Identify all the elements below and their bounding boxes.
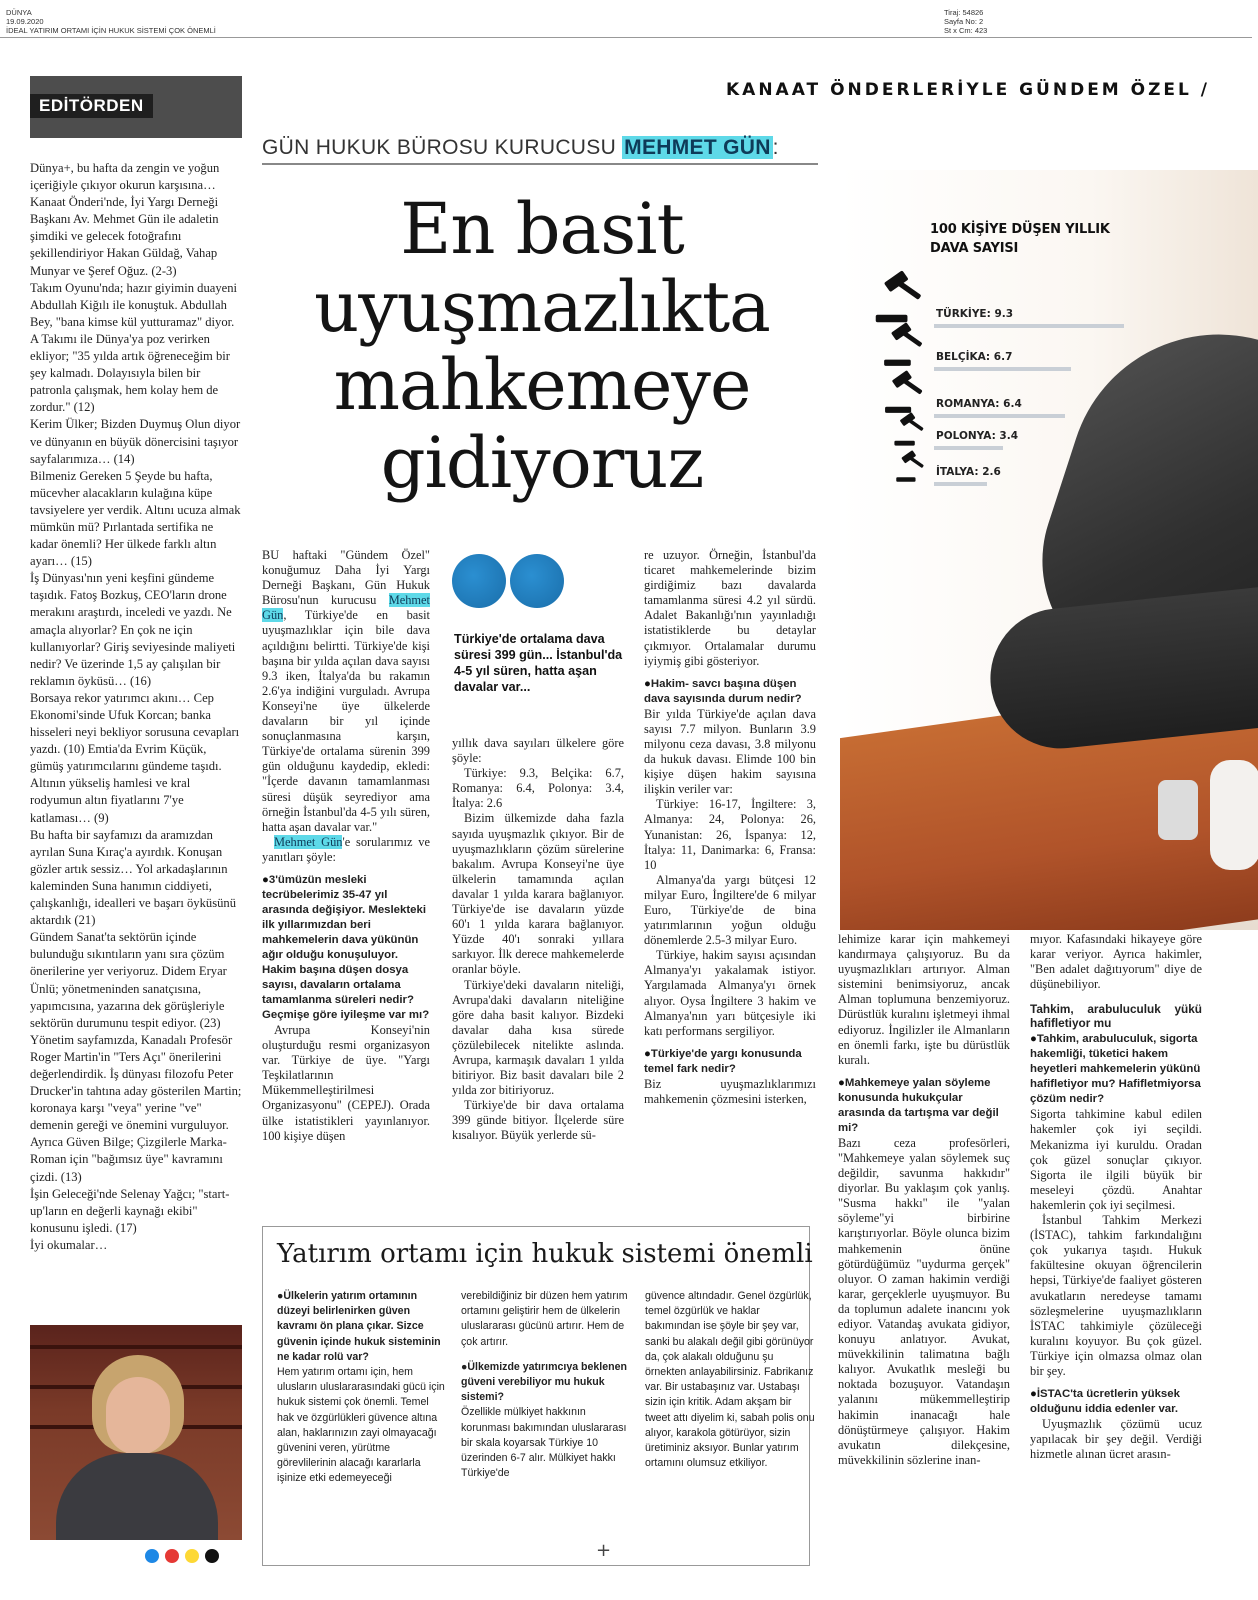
- header-rule: [0, 37, 1252, 38]
- registration-dot: [145, 1549, 159, 1563]
- editor-portrait-photo: [30, 1325, 242, 1540]
- gavel-icon: [872, 270, 928, 326]
- meta-column-cm: St x Cm: 423: [944, 26, 988, 35]
- crop-mark-icon: +: [596, 1540, 612, 1561]
- infographic-bar: [934, 414, 1065, 418]
- meta-article-title: İDEAL YATIRIM ORTAMI İÇİN HUKUK SİSTEMİ ÇOK ÖNEMLİ: [6, 26, 216, 35]
- headline-line: En basit: [400, 188, 684, 270]
- quote-bubble: [510, 554, 564, 608]
- answer: Biz uyuşmazlıklarımızı mahkemenin çözmesini isterken,: [644, 1076, 816, 1106]
- paragraph: lehimize karar için mahkemeyi kandırmaya çalışıyoruz. Bu da uyuşmazlıkları artırıyor. Alman sistemini benimsiyoruz, ancak Alman toplumuna benzemiyoruz. Dürüstlük kuralını işletmeyi ihmal ediyoruz. İngilizler ile Almanların en önemli farkı, işte bu dürüstlük kuralı.: [838, 932, 1010, 1067]
- paragraph-text: 'e sorularımız ve yanıtları şöyle:: [262, 834, 430, 864]
- infographic-row: [882, 370, 1022, 416]
- sidebar-box-column-3: [645, 1289, 815, 1471]
- paragraph: Türkiye: 9.3, Belçika: 6.7, Romanya: 6.4, Polonya: 3.4, İtalya: 2.6: [452, 766, 624, 811]
- answer: Bazı ceza profesörleri, "Mahkemeye yalan söylemek suç değildir, savunma hakkıdır" diyorlar. Bu yaklaşım çok yanlış. "Susma hakkı" ile "yalan söyleme"yi birbirine karıştırıyorlar. Böyle olunca bizim mahkemenin önüne götürdüğümüz "uydurma gerçek" oluyor. O zaman hakimin verdiği karar, gerçeklerle uyuşmuyor. Bu da toplumun adalete inancını yok ediyor. Vatandaş avukata gidiyor, konuyu anlatıyor. Avukat, müvekkilinin talimatına bağlı kalıyor. Avukatlık mesleği bu noktada bozuşuyor. Vatandaşın yalanını mükemmelleştirip hakimin inanacağı hale dönüştürmeye çalışıyor. Hakim avukatın dilekçesine, müvekkilinin sözlerine inan-: [838, 1135, 1010, 1467]
- box-answer: verebildiğiniz bir düzen hem yatırım ortamını geliştirir hem de ülkelerin uluslararası gücünü artırır. Hem de çok artırır.: [461, 1290, 628, 1348]
- editor-paragraph: Yönetim sayfamızda, Kanadalı Profesör Roger Martin'in "Ters Açı" önerilerini değerlendirdik. İş dünyası filozofu Peter Drucker'in tahtına aday gösterilen Martin; koronaya karşı "veya" yerine "ve" demenin gereği ve önemini vurguluyor. Ayrıca Güven Bilge; Çizgilerle Marka-Roman için "bağımsız üye" kavramını çizdi. (13): [30, 1032, 242, 1184]
- headline-line: uyuşmazlıkta: [314, 266, 770, 348]
- infographic-row: [872, 270, 1014, 326]
- page-meta-left: [6, 8, 216, 35]
- kicker-suffix: :: [772, 136, 779, 159]
- paragraph: yıllık dava sayıları ülkelere göre şöyle:: [452, 736, 624, 766]
- meta-date: 19.09.2020: [6, 17, 44, 26]
- pull-quote: Türkiye'de ortalama dava süresi 399 gün... İstanbul'da 4-5 yıl süren, hatta aşan davalar var...: [454, 632, 623, 694]
- headline-line: gidiyoruz: [380, 422, 704, 504]
- article-column-2: [452, 736, 624, 1144]
- kicker-rule: [262, 163, 818, 165]
- answer: Sigorta tahkimine kabul edilen hakemler çok iyi seçildi. Mekanizma iyi kuruldu. Oradan çok güzel sonuçlar çıkıyor. Sigorta ile ilgili büyük bir meseleyi çözdü. Anahtar hakemlerin çok iyi seçilmesi.: [1030, 1107, 1202, 1212]
- paragraph: re uzuyor. Örneğin, İstanbul'da ticaret mahkemelerinde bizim girdiğimiz bazı davalarda tamamlanma süresi 4.2 yıl sürdü. Adalet Bakanlığı'nın yayınladığı istatistiklerde bu detaylar çıkmıyor. Ortalamalar durumu iyiymiş gibi gösteriyor.: [644, 548, 816, 668]
- meta-page-number: Sayfa No: 2: [944, 17, 984, 26]
- paragraph: Bizim ülkemizde daha fazla sayıda uyuşmazlık çıkıyor. Bir de uyuşmazlıkların çözüm sürelerine bakalım. Avrupa Konseyi'ne üye ülkelerin tamamında açılan davalar 1 yılda karara bağlanıyor. Türkiye'de ise davaların yüzde 60'ı 1 yılda karara bağlanıyor. Yüzde 40'ı sonraki yıllara sarkıyor. İlk derece mahkemelerde oranlar böyle.: [452, 811, 624, 977]
- editor-paragraph: Kerim Ülker; Bizden Duymuş Olun diyor ve dünyanın en büyük dönercisini taşıyor sayfalarımıza… (14): [30, 417, 241, 466]
- article-column-1: [262, 548, 430, 1144]
- intro-text: BU haftaki "Gündem Özel" konuğumuz Daha İyi Yargı Derneği Başkanı, Gün Hukuk Bürosu'nun kurucusu: [262, 548, 430, 608]
- editor-paragraph: Gündem Sanat'ta sektörün içinde bulunduğu sıkıntıların yanı sıra çözüm önerilerine yer veriyoruz. Didem Eryar Ünlü; yönetmeninden sanatçısına, yapımcısına, yazarına dek görüşleriyle sektörün durumunu tespit ediyor. (23): [30, 930, 227, 1030]
- headline-line: mahkemeye: [333, 344, 751, 426]
- infographic-bar: [934, 324, 1124, 328]
- article-column-4: [838, 932, 1010, 1468]
- interviewee-name: Mehmet Gün: [274, 834, 343, 849]
- paragraph: mıyor. Kafasındaki hikayeye göre karar veriyor. Ayrıca hakimler, "Ben adalet dağıtıyorum" diye de düşünebiliyor.: [1030, 932, 1202, 992]
- gavel-icon: [894, 450, 928, 484]
- editor-paragraph: Bu hafta bir sayfamızı da aramızdan ayrılan Suna Kıraç'a ayırdık. Konuşan gözler artık sessiz… Yol arkadaşlarının kaleminden Suna hanımın ciddiyeti, çalışkanlığı, idealleri ve başarı öyküsünü aktardık (21): [30, 827, 236, 928]
- paragraph: Türkiye, hakim sayısı açısından Almanya'yı yakalamak istiyor. Yargılamada Almanya'yı örnek alıyor. Oysa İngiltere 3 hakim ve Almanya'nın yarı bütçesiyle iki katı performans sergiliyor.: [644, 948, 816, 1038]
- paragraph: Türkiye: 16-17, İngiltere: 3, Almanya: 24, Polonya: 26, Yunanistan: 26, İspanya: 12, İtalya: 11, Danimarka: 6, Fransa: 10: [644, 797, 816, 872]
- answer: Avrupa Konseyi'nin oluşturduğu resmi organizasyon var. Türkiye de üye. "Yargı Teşkilatlarının Mükemmelleştirilmesi Organizasyonu" (CEPEJ). Orada ülke istatistikleri yayınlanıyor. 100 kişiye düşen: [262, 1022, 430, 1143]
- infographic-label: ROMANYA: 6.4: [936, 398, 1022, 410]
- editor-paragraph: İyi okumalar…: [30, 1237, 108, 1252]
- infographic-label: BELÇİKA: 6.7: [936, 351, 1013, 363]
- registration-dot: [165, 1549, 179, 1563]
- portrait-body: [56, 1453, 218, 1540]
- gavel-icon: [892, 412, 928, 448]
- infographic-label: POLONYA: 3.4: [936, 430, 1019, 442]
- infographic-label: İTALYA: 2.6: [936, 466, 1001, 478]
- article-kicker: [262, 136, 822, 160]
- infographic-row: [892, 412, 1019, 448]
- box-answer: Hem yatırım ortamı için, hem ulusların uluslararasındaki gücü için hukuk sistemi çok önemli. Temel hak ve özgürlükleri güvence altına alan, haklarınızın zayi olmayacağı güvenini veren, yürütme görevlilerinin alacağı kararlarla işinize etki edemeyeceği: [277, 1366, 445, 1485]
- quote-bubble: [452, 554, 506, 608]
- infographic-row: [881, 322, 1013, 369]
- sidebar-box: [262, 1226, 815, 1566]
- sidebar-box-title: Yatırım ortamı için hukuk sistemi önemli: [277, 1239, 813, 1269]
- intro-text: , Türkiye'de en basit uyuşmazlıklar için bile dava açıldığını belirtti. Türkiye'de kişi başına bir yılda açılan dava sayısı 9.3 iken, İtalya'da bu rakamın 2.6'ya indiğini vurguladı. Avrupa Konseyi'ne üye ülkelerde davaların bir yıl içinde sonuçlanmasına karşın, Türkiye'de ortalama sürenin 399 gün olduğunu kaydedip, ekledi: "İçerde davanın tamamlanması süresi düşük seyrediyor ama örneğin İstanbul'da 4-5 yılı süren, hatta aşan davalar var.": [262, 608, 430, 834]
- editor-paragraph: Bilmeniz Gereken 5 Şeyde bu hafta, mücevher alacakların kulağına küpe tavsiyelere yer verdik. Altını ucuza almak mümkün mü? Pırlantada sertifika ne kadar önemli? Her ülkede farklı altın ayarı… (15): [30, 468, 241, 569]
- meta-circulation: Tiraj: 54826: [944, 8, 984, 17]
- question: ● 3'ümüzün mesleki tecrübelerimiz 35-47 yıl arasında değişiyor. Meslekteki ilk yıllarımızdan beri mahkemelerin dava yükünün ağır olduğu konuşuluyor. Hakim başına düşen dosya sayısı, davaların ortalama tamamlanma süreleri nedir? Geçmişe göre iyileşme var mı?: [262, 873, 430, 1023]
- article-column-5: [1030, 932, 1202, 1462]
- gavel-icon: [881, 322, 928, 369]
- infographic-title: 100 KİŞİYE DÜŞEN YILLIK DAVA SAYISI: [930, 222, 1110, 256]
- sidebar-box-column-2: [461, 1289, 631, 1481]
- intro-name: Mehmet Gün: [262, 593, 430, 623]
- registration-dot: [205, 1549, 219, 1563]
- infographic-bar: [934, 482, 987, 486]
- paragraph: [262, 835, 430, 865]
- answer: Uyuşmazlık çözümü ucuz yapılacak bir şey değil. Verdiği hizmetle alınan ücret arasın-: [1030, 1417, 1202, 1462]
- portrait-face: [106, 1377, 170, 1455]
- editor-column: [30, 160, 242, 1254]
- question: ● Tahkim, arabuluculuk, sigorta hakemliği, tüketici hakem heyetleri mahkemelerin yükünü hafifletiyor mu? Hafifletmiyorsa çözüm nedir?: [1030, 1032, 1202, 1107]
- kicker-prefix: GÜN HUKUK BÜROSU KURUCUSU: [262, 136, 623, 159]
- photo-shirt-cuff: [1210, 760, 1258, 870]
- print-color-registration-marks: [145, 1549, 219, 1563]
- photo-gavel: [1158, 780, 1198, 840]
- bookshelf: [30, 1345, 242, 1349]
- editor-paragraph: Borsaya rekor yatırımcı akını… Cep Ekonomi'sinde Ufuk Korcan; banka hisseleri neyi bekliyor sorusuna cevapları yazdı. (10) Emtia'da Evrim Küçük, gümüş yatırımcılarını gündeme taşıdı. Altının yükseliş hamlesi ve kral rodyumun altın fiyatlarını 7'ye katlaması… (9): [30, 690, 240, 825]
- infographic-row: [894, 450, 1001, 484]
- question: ● Hakim- savcı başına düşen dava sayısında durum nedir?: [644, 677, 816, 707]
- sidebar-box-column-1: [277, 1289, 447, 1487]
- infographic-bar: [934, 367, 1071, 371]
- article-column-3: [644, 548, 816, 1107]
- box-answer: güvence altındadır. Genel özgürlük, temel özgürlük ve haklar bakımından ise şöyle bir şey var, sanki bu alakalı değil gibi görünüyor da, çok alakalı olduğunu şu örnekten anlayabilirsiniz. Fabrikanız var. Bir ustabaşınız var. Ustabaşı sizin için kritik. Adam akşam bir tweet attı diyelim ki, sabah polis onu alıyor, karakola götürüyor, sizin üretiminiz aksıyor. Bunlar yatırım ortamını olumsuz etkiliyor.: [645, 1290, 815, 1470]
- editor-paragraph: İşin Geleceği'nde Selenay Yağcı; "start-up'ların en değerli kaynağı ekibi" konusunu işledi. (17): [30, 1186, 230, 1235]
- gavel-icon: [882, 370, 928, 416]
- editor-paragraph: Dünya+, bu hafta da zengin ve yoğun içeriğiyle çıkıyor okurun karşısına… Kanaat Önderi'nde, İyi Yargı Derneği Başkanı Av. Mehmet Gün ile adaletin şimdiki ve gelecek fotoğrafını şekillendiriyor Hakan Güldağ, Vahap Munyar ve Şeref Oğuz. (2-3): [30, 161, 220, 278]
- intro-paragraph: [262, 548, 430, 835]
- question: ● Türkiye'de yargı konusunda temel fark nedir?: [644, 1047, 816, 1077]
- subheading: Tahkim, arabuluculuk yükü hafifletiyor mu: [1030, 1002, 1202, 1031]
- kicker-name: MEHMET GÜN: [624, 136, 771, 159]
- article-headline: [262, 190, 822, 502]
- editor-header-label: EDİTÖRDEN: [30, 94, 153, 118]
- quote-mark-icon: [452, 548, 572, 618]
- answer: Bir yılda Türkiye'de açılan dava sayısı 7.7 milyon. Bunların 3.9 milyonu ceza davası, 3.8 milyonu da hukuk davası. Elimde 100 bin kişiye düşen hakim sayısına ilişkin veriler var:: [644, 706, 816, 797]
- paragraph: Türkiye'deki davaların niteliği, Avrupa'daki davaların niteliğine göre daha basit kalıyor. Bizdeki davalar daha kısa sürede çözülebilecek nitelikte aslında. Avrupa, karmaşık davaları 1 yılda bitiriyor. Biz basit davaları bile 2 yılda zor bitiriyoruz.: [452, 977, 624, 1098]
- question: ● İSTAC'ta ücretlerin yüksek olduğunu iddia edenler var.: [1030, 1387, 1202, 1417]
- box-answer: Özellikle mülkiyet hakkının korunması bakımından uluslararası bir skala koyarsak Türkiye 10 üzerinden 6-7 alır. Mülkiyet hakkı Türkiye'de: [461, 1406, 627, 1480]
- registration-dot: [185, 1549, 199, 1563]
- box-question: ● Ülkemizde yatırımcıya beklenen güveni verebiliyor mu hukuk sistemi?: [461, 1360, 631, 1406]
- page-meta-right: [944, 8, 987, 35]
- editor-paragraph: İş Dünyası'nın yeni keşfini gündeme taşıdık. Fatoş Bozkuş, CEO'ların drone merakını araştırdı, inceledi ve yazdı. Ne amaçla alıyorlar? En çok ne için kullanıyorlar? Giriş seviyesinde maliyeti nedir? Ve üzerinde 1,5 ay çalışılan bir reklamın öyküsü… (16): [30, 571, 236, 688]
- editor-header-band: [30, 76, 242, 138]
- paragraph: İstanbul Tahkim Merkezi (İSTAC), tahkim farkındalığını çok yukarıya taşıdı. Hukuk fakültesine okuyan öğrencilerin hepsi, Türkiye'de faaliyet gösteren avukatların neredeyse tamamı sözleşmelerine uyuşmazlıkların İSTAC tahkimiyle çözüleceği kuralını koyuyor. Bu çok güzel. Türkiye için olmazsa olmaz olan bir şey.: [1030, 1213, 1202, 1378]
- paragraph: Türkiye'de bir dava ortalama 399 günde bitiyor. İlçelerde süre kısalıyor. Büyük yerlerde sü-: [452, 1098, 624, 1143]
- editor-paragraph: Takım Oyunu'nda; hazır giyimin duayeni Abdullah Kiğılı ile konuştuk. Abdullah Bey, "bana kimse kül yutturamaz" diyor. A Takımı ile Dünya'ya poz verirken ekliyor; "35 yılda artık öğreneceğim bir şey kalmadı. Dolayısıyla bilen bir patronla çalışmak, hem kolay hem de zordur." (12): [30, 280, 238, 415]
- question: ● Mahkemeye yalan söyleme konusunda hukukçular arasında da tartışma var değil mi?: [838, 1076, 1010, 1136]
- infographic-bar: [934, 446, 1003, 450]
- infographic-label: TÜRKİYE: 9.3: [936, 308, 1014, 320]
- box-question: ● Ülkelerin yatırım ortamının düzeyi belirlenirken güven kavramı ön plana çıkar. Sizce güvenin içinde hukuk sisteminin ne kadar rolü var?: [277, 1289, 447, 1365]
- section-heading: KANAAT ÖNDERLERİYLE GÜNDEM ÖZEL /: [726, 80, 1210, 100]
- paragraph: Almanya'da yargı bütçesi 12 milyar Euro, İngiltere'de 6 milyar Euro, Türkiye'de de bina yatırımlarının yoğun olduğu dönemlerde 2.5-3 milyar Euro.: [644, 872, 816, 948]
- meta-publication: DÜNYA: [6, 8, 32, 17]
